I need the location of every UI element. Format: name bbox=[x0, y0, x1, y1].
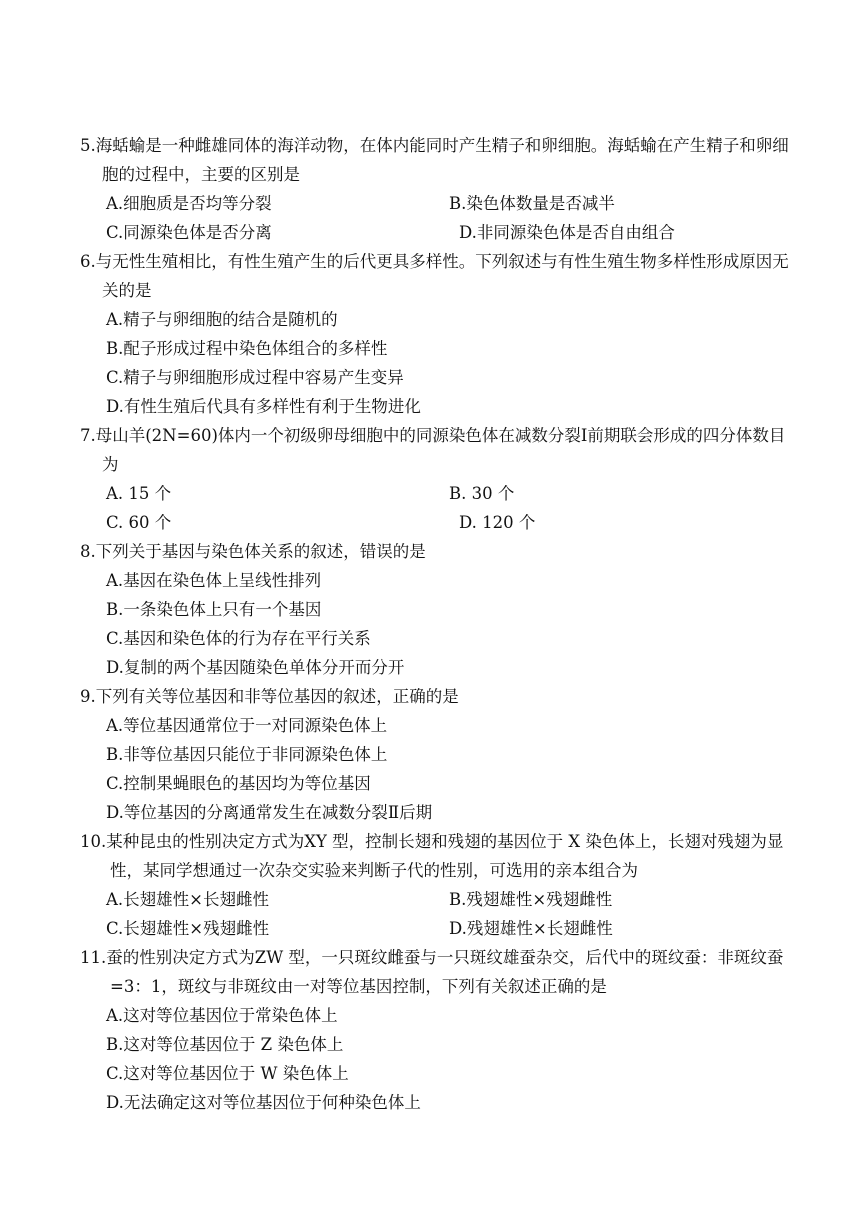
question-number: 7. bbox=[80, 426, 96, 445]
question-number: 6. bbox=[80, 252, 96, 271]
question-stem bbox=[80, 247, 790, 305]
question-text: 与无性生殖相比，有性生殖产生的后代更具多样性。下列叙述与有性生殖生物多样性形成原因无关的是 bbox=[95, 252, 789, 300]
option-d: D.残翅雄性×长翅雌性 bbox=[449, 919, 613, 938]
question-stem bbox=[80, 131, 790, 189]
option-list bbox=[80, 189, 790, 247]
option-d: D.无法确定这对等位基因位于何种染色体上 bbox=[106, 1093, 421, 1112]
option-b: B.非等位基因只能位于非同源染色体上 bbox=[106, 745, 388, 764]
option-d: D.复制的两个基因随染色单体分开而分开 bbox=[106, 658, 405, 677]
question-stem bbox=[80, 682, 790, 711]
option-c: C.控制果蝇眼色的基因均为等位基因 bbox=[106, 774, 371, 793]
question-text: 蚕的性别决定方式为ZW 型，一只斑纹雌蚕与一只斑纹雄蚕杂交，后代中的斑纹蚕：非斑纹蚕 =3：1，斑纹与非斑纹由一对等位基因控制，下列有关叙述正确的是 bbox=[106, 948, 784, 996]
option-d: D.有性生殖后代具有多样性有利于生物进化 bbox=[106, 397, 421, 416]
question-11 bbox=[80, 943, 790, 1117]
question-9 bbox=[80, 682, 790, 827]
question-8 bbox=[80, 537, 790, 682]
question-6 bbox=[80, 247, 790, 421]
option-d: D.非同源染色体是否自由组合 bbox=[459, 223, 675, 242]
option-a: A.长翅雄性×长翅雌性 bbox=[106, 890, 269, 909]
option-b: B.残翅雄性×残翅雌性 bbox=[449, 890, 613, 909]
option-c: C.基因和染色体的行为存在平行关系 bbox=[106, 629, 371, 648]
option-list bbox=[80, 1001, 790, 1117]
option-list bbox=[80, 711, 790, 827]
option-d: D. 120 个 bbox=[459, 513, 536, 532]
option-list bbox=[80, 566, 790, 682]
question-text: 母山羊(2N=60)体内一个初级卵母细胞中的同源染色体在减数分裂Ⅰ前期联会形成的四分体数目为 bbox=[95, 426, 786, 474]
option-d: D.等位基因的分离通常发生在减数分裂Ⅱ后期 bbox=[106, 803, 433, 822]
option-list bbox=[80, 885, 790, 943]
option-b: B.一条染色体上只有一个基因 bbox=[106, 600, 322, 619]
question-text: 某种昆虫的性别决定方式为XY 型，控制长翅和残翅的基因位于 X 染色体上，长翅对残翅为显性，某同学想通过一次杂交实验来判断子代的性别，可选用的亲本组合为 bbox=[106, 832, 784, 880]
question-text: 下列关于基因与染色体关系的叙述，错误的是 bbox=[95, 542, 426, 561]
option-c: C.长翅雄性×残翅雌性 bbox=[106, 919, 270, 938]
option-c: C.这对等位基因位于 W 染色体上 bbox=[106, 1064, 349, 1083]
option-b: B. 30 个 bbox=[449, 484, 515, 503]
option-a: A.细胞质是否均等分裂 bbox=[106, 194, 272, 213]
question-stem bbox=[80, 827, 790, 885]
option-a: A. 15 个 bbox=[106, 484, 172, 503]
question-number: 5. bbox=[80, 136, 96, 155]
question-number: 9. bbox=[80, 687, 96, 706]
question-number: 8. bbox=[80, 542, 96, 561]
option-a: A.等位基因通常位于一对同源染色体上 bbox=[106, 716, 388, 735]
option-b: B.这对等位基因位于 Z 染色体上 bbox=[106, 1035, 344, 1054]
option-list bbox=[80, 305, 790, 421]
option-a: A.精子与卵细胞的结合是随机的 bbox=[106, 310, 338, 329]
question-10 bbox=[80, 827, 790, 943]
option-a: A.基因在染色体上呈线性排列 bbox=[106, 571, 322, 590]
question-number: 10. bbox=[80, 832, 107, 851]
question-stem bbox=[80, 537, 790, 566]
option-c: C. 60 个 bbox=[106, 513, 172, 532]
question-stem bbox=[80, 943, 790, 1001]
question-text: 海蛞蝓是一种雌雄同体的海洋动物，在体内能同时产生精子和卵细胞。海蛞蝓在产生精子和卵细胞的过程中，主要的区别是 bbox=[95, 136, 789, 184]
question-7 bbox=[80, 421, 790, 537]
option-c: C.同源染色体是否分离 bbox=[106, 223, 272, 242]
option-a: A.这对等位基因位于常染色体上 bbox=[106, 1006, 338, 1025]
option-c: C.精子与卵细胞形成过程中容易产生变异 bbox=[106, 368, 404, 387]
option-list bbox=[80, 479, 790, 537]
question-stem bbox=[80, 421, 790, 479]
question-text: 下列有关等位基因和非等位基因的叙述，正确的是 bbox=[95, 687, 459, 706]
question-5 bbox=[80, 131, 790, 247]
option-b: B.配子形成过程中染色体组合的多样性 bbox=[106, 339, 388, 358]
option-b: B.染色体数量是否减半 bbox=[449, 194, 615, 213]
question-number: 11. bbox=[80, 948, 107, 967]
